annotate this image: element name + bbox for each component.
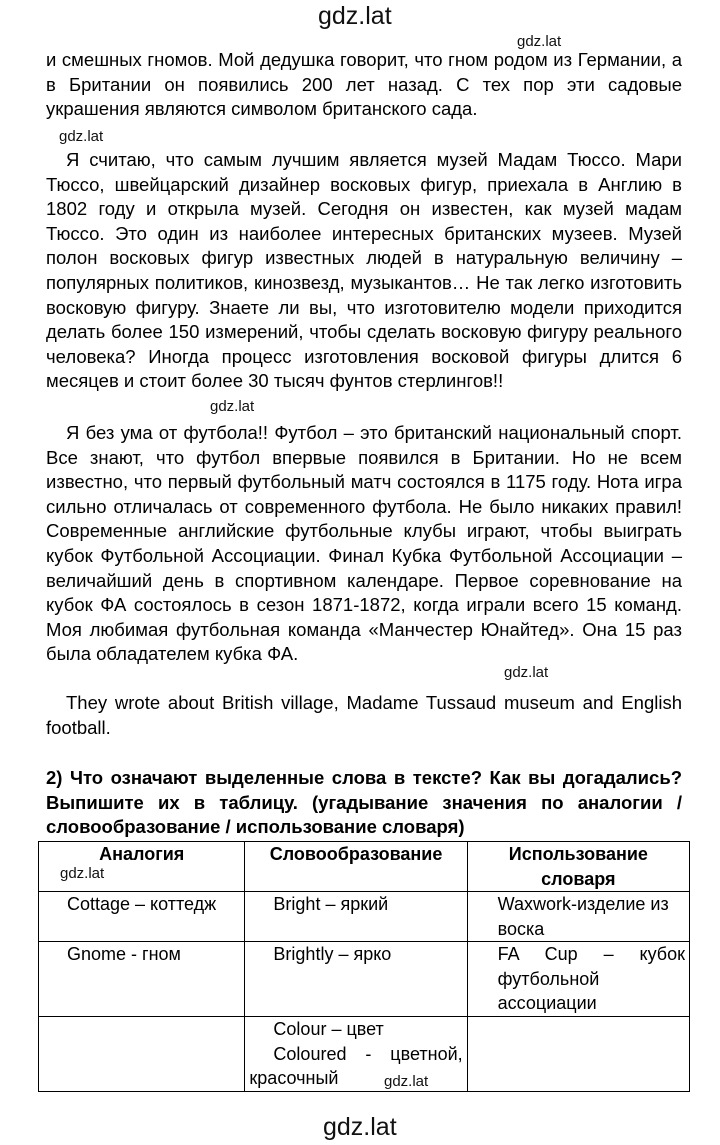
header-analogy: Аналогия [39, 842, 245, 892]
table-row [39, 942, 690, 1017]
table-cell [245, 1017, 467, 1092]
task-heading: 2) Что означают выделенные слова в тексте? Как вы догадались? Выпишите их в таблицу. (угадывание значения по аналогии / словообразование / использование словаря) [46, 767, 682, 838]
cell-line: Colour – цвет [273, 1019, 384, 1039]
paragraph-summary: They wrote about British village, Madame Tussaud museum and English football. [46, 692, 682, 738]
paragraph-football: Я без ума от футбола!! Футбол – это британский национальный спорт. Все знают, что футбол впервые появился в Британии. Но не всем известно, что первый футбольный матч состоялся в 1175 году. Нота игра сильно отличалась от современного футбола. Не было никаких правил! Современные английские футбольные клубы играют, чтобы выиграть кубок Футбольной Ассоциации. Финал Кубка Футбольной Ассоциации – величайший день в спортивном календаре. Первое соревнование на кубок ФА состоялось в сезон 1871-1872, когда играли всего 15 команд. Моя любимая футбольная команда «Манчестер Юнайтед». Она 15 раз была обладателем кубка ФА. [46, 422, 682, 665]
watermark-bottom: gdz.lat [323, 1113, 397, 1141]
watermark-small: gdz.lat [517, 33, 562, 50]
watermark-small: gdz.lat [60, 865, 105, 882]
header-word-formation: Словообразование [245, 842, 467, 892]
watermark-small: gdz.lat [59, 128, 104, 145]
table-cell [467, 1017, 689, 1092]
header-dictionary: Использование словаря [467, 842, 689, 892]
table-cell: FA Cup – кубок футбольной ассоциации [467, 942, 689, 1017]
paragraph-gnomes: и смешных гномов. Мой дедушка говорит, что гном родом из Германии, а в Британии он появились 200 лет назад. С тех пор эти садовые украшения являются символом британского сада. [46, 49, 682, 120]
watermark-small: gdz.lat [384, 1073, 429, 1090]
table-row [39, 1017, 690, 1092]
table-cell [39, 1017, 245, 1092]
watermark-small: gdz.lat [504, 664, 549, 681]
cell-line: Coloured - цветной, красочный [249, 1043, 463, 1088]
vocabulary-table [38, 841, 690, 1092]
watermark-top: gdz.lat [318, 2, 392, 30]
paragraph-tussaud: Я считаю, что самым лучшим является музей Мадам Тюссо. Мари Тюссо, швейцарский дизайнер восковых фигур, приехала в Англию в 1802 году и открыла музей. Сегодня он известен, как музей мадам Тюссо. Это один из наиболее интересных британских музеев. Музей полон восковых фигур известных людей в натуральную величину – популярных политиков, кинозвезд, музыкантов… Не так легко изготовить восковую фигуру. Знаете ли вы, что изготовителю модели приходится делать более 150 измерений, чтобы сделать восковую фигуру реального человека? Иногда процесс изготовления восковой фигуры длится 6 месяцев и стоит более 30 тысяч фунтов стерлингов!! [46, 149, 682, 392]
table-cell: Bright – яркий [245, 892, 467, 942]
table-row [39, 892, 690, 942]
watermark-small: gdz.lat [210, 398, 255, 415]
table-cell: Cottage – коттедж [39, 892, 245, 942]
table-cell: Waxwork-изделие из воска [467, 892, 689, 942]
table-cell: Brightly – ярко [245, 942, 467, 1017]
table-cell: Gnome - гном [39, 942, 245, 1017]
table-header-row [39, 842, 690, 892]
